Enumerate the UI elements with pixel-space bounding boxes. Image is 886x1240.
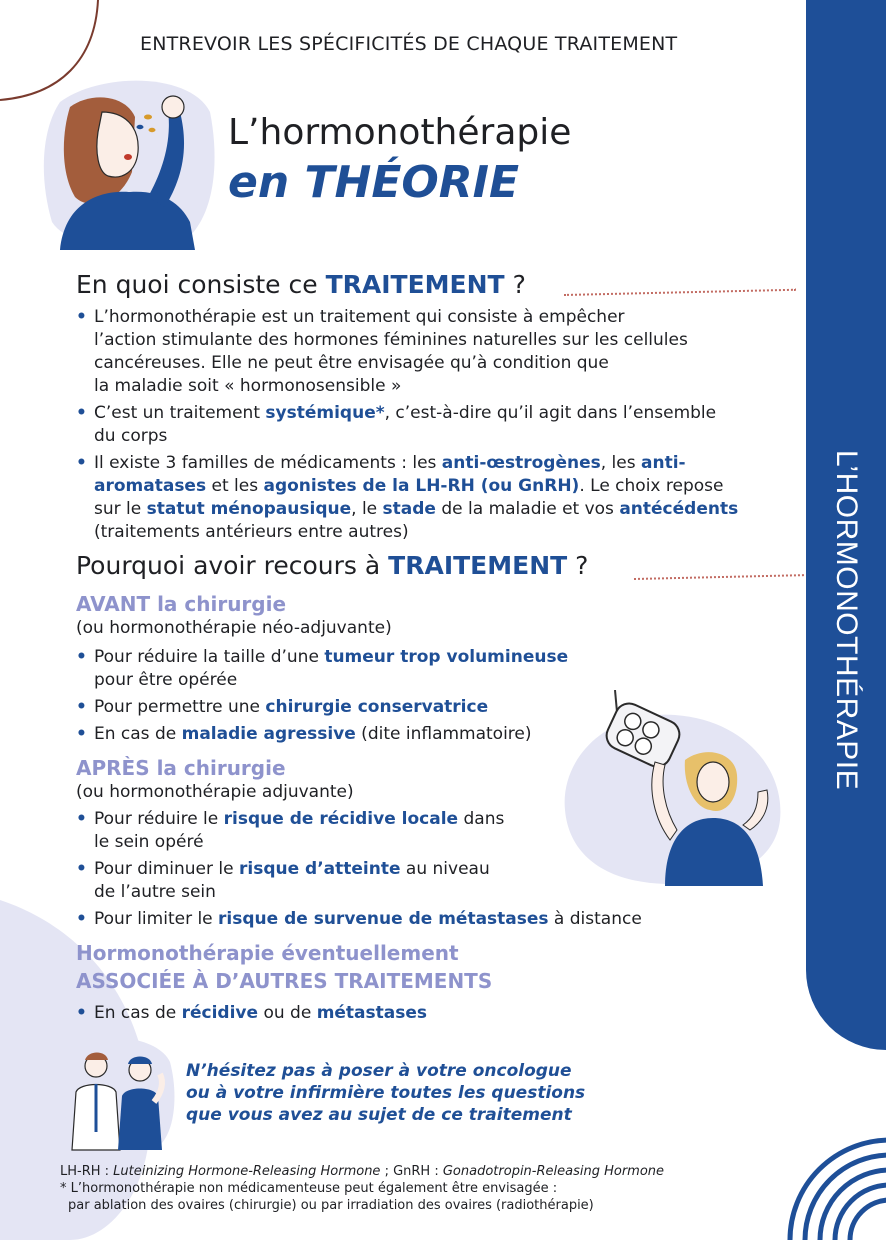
item-text: , c’est-à-dire qu’il agit dans l’ensemble — [384, 403, 717, 423]
item-emphasis: risque d’atteinte — [239, 859, 401, 879]
list-item — [76, 646, 596, 692]
item-text: au niveau — [400, 859, 490, 879]
section2-heading-pre: Pourquoi avoir recours à — [76, 551, 381, 580]
item-text: et les — [206, 476, 264, 496]
callout-line: ou à votre infirmière toutes les questions — [186, 1083, 586, 1103]
item-text: Pour limiter le — [94, 909, 219, 929]
item-text: Pour réduire la taille d’une — [94, 647, 325, 667]
section1-heading-pre: En quoi consiste ce — [76, 270, 318, 299]
item-emphasis: risque de récidive locale — [223, 809, 459, 829]
item-text: , les — [600, 453, 642, 473]
list-item — [76, 908, 676, 931]
item-line: cancéreuses. Elle ne peut être envisagée qu’à condition que — [94, 353, 609, 373]
associee-list — [76, 1002, 596, 1025]
item-emphasis: maladie agressive — [181, 724, 356, 744]
list-item — [76, 452, 756, 544]
item-line: • L’hormonothérapie est un traitement qui consiste à empêcher — [94, 307, 625, 327]
associee-subheading-line2: ASSOCIÉE À D’AUTRES TRAITEMENTS — [76, 969, 493, 993]
item-text: Pour diminuer le — [94, 859, 239, 879]
section2-heading — [76, 551, 588, 580]
page-title-line2: en THÉORIE — [228, 157, 520, 208]
item-text: de la maladie et vos — [435, 499, 620, 519]
item-emphasis: risque de survenue de métastases — [218, 909, 549, 929]
avant-list — [76, 646, 596, 746]
bottom-right-arcs-decor — [790, 1140, 886, 1240]
item-emphasis: métastases — [316, 1003, 428, 1023]
section1-heading-emphasis: TRAITEMENT — [325, 270, 505, 299]
sidebar-label: L’HORMONOTHÉRAPIE — [830, 449, 863, 791]
section2-heading-emphasis: TRAITEMENT — [388, 551, 568, 580]
avant-subheading: AVANT la chirurgie — [76, 592, 287, 616]
footnote-abbreviations: LH-RH : Luteinizing Hormone-Releasing Hormone ; GnRH : Gonadotropin-Releasing Hormone — [60, 1164, 665, 1179]
item-emphasis: agonistes de la LH-RH (ou GnRH) — [263, 476, 580, 496]
item-text: En cas de — [94, 724, 182, 744]
item-emphasis: chirurgie conservatrice — [265, 697, 489, 717]
item-emphasis: tumeur trop volumineuse — [324, 647, 569, 667]
item-text: sur le — [94, 499, 147, 519]
item-emphasis: systémique* — [265, 403, 385, 423]
item-emphasis: statut ménopausique — [146, 499, 352, 519]
item-emphasis: stade — [382, 499, 436, 519]
list-item — [76, 306, 756, 398]
surgeon-lamp-illustration — [555, 690, 787, 886]
list-item — [76, 723, 596, 746]
list-item — [76, 696, 596, 719]
item-text: de l’autre sein — [94, 882, 216, 902]
avant-note: (ou hormonothérapie néo-adjuvante) — [76, 618, 392, 638]
item-text: Pour réduire le — [94, 809, 224, 829]
footnote-asterisk-cont: par ablation des ovaires (chirurgie) ou par irradiation des ovaires (radiothérapie) — [68, 1198, 594, 1213]
apres-subheading: APRÈS la chirurgie — [76, 756, 286, 780]
callout-line: que vous avez au sujet de ce traitement — [186, 1105, 572, 1125]
apres-note: (ou hormonothérapie adjuvante) — [76, 782, 354, 802]
associee-subheading-line1: Hormonothérapie éventuellement — [76, 941, 459, 965]
callout-text — [186, 1060, 585, 1126]
item-text: ou de — [258, 1003, 317, 1023]
item-text: pour être opérée — [94, 670, 238, 690]
item-text: du corps — [94, 426, 168, 446]
callout-line: N’hésitez pas à poser à votre oncologue — [186, 1061, 572, 1081]
item-text: Pour permettre une — [94, 697, 266, 717]
item-line: l’action stimulante des hormones féminines naturelles sur les cellules — [94, 330, 688, 350]
item-text: Il existe 3 familles de médicaments : les — [94, 453, 442, 473]
doctors-illustration — [58, 1032, 178, 1152]
woman-pill-illustration — [40, 72, 216, 250]
item-text: le sein opéré — [94, 832, 204, 852]
item-line: la maladie soit « hormonosensible » — [94, 376, 402, 396]
page-title-line1: L’hormonothérapie — [228, 112, 572, 153]
section1-heading — [76, 270, 526, 299]
footnote-asterisk: * L’hormonothérapie non médicamenteuse peut également être envisagée : — [60, 1181, 558, 1196]
item-emphasis: récidive — [181, 1003, 259, 1023]
item-text: dans — [458, 809, 505, 829]
item-emphasis: antécédents — [619, 499, 739, 519]
item-emphasis: aromatases — [94, 476, 207, 496]
item-text: C’est un traitement — [94, 403, 266, 423]
item-text: à distance — [548, 909, 642, 929]
item-text: , le — [351, 499, 383, 519]
footnotes — [60, 1163, 664, 1214]
item-text: (traitements antérieurs entre autres) — [94, 522, 409, 542]
list-item — [76, 402, 756, 448]
item-emphasis: anti-œstrogènes — [441, 453, 601, 473]
item-text: (dite inflammatoire) — [355, 724, 532, 744]
kicker-heading: ENTREVOIR LES SPÉCIFICITÉS DE CHAQUE TRAITEMENT — [140, 33, 678, 55]
item-text: En cas de — [94, 1003, 182, 1023]
section1-heading-post: ? — [512, 270, 526, 299]
list-item — [76, 1002, 596, 1025]
item-text: . Le choix repose — [579, 476, 724, 496]
item-emphasis: anti- — [641, 453, 686, 473]
section2-heading-post: ? — [575, 551, 589, 580]
section1-list — [76, 306, 756, 544]
